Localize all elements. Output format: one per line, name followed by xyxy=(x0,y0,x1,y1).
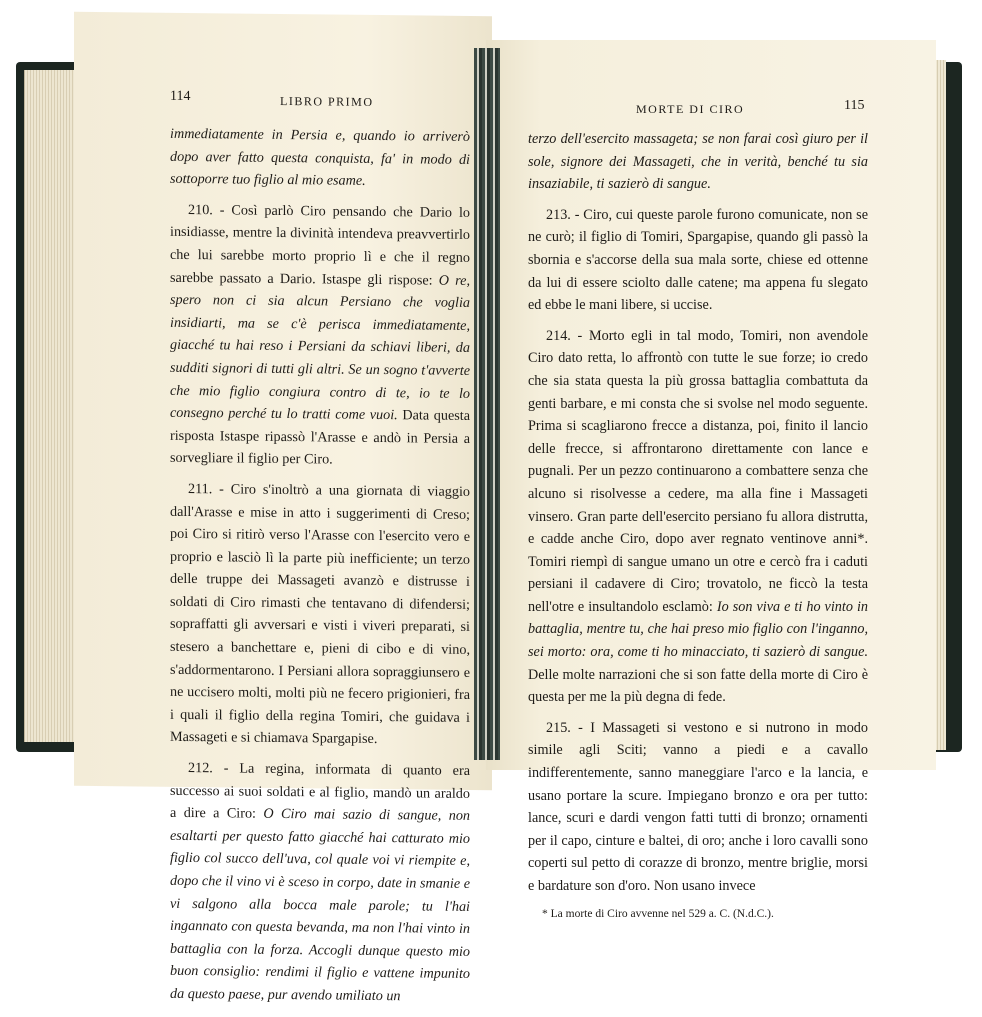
right-text-block xyxy=(528,128,868,930)
running-head-left: LIBRO PRIMO xyxy=(280,93,374,109)
right-paragraph-213: 213. - Ciro, cui queste parole furono comunicate, non se ne curò; il figlio di Tomiri, Spargapise, quando gli passò la sbornia e s'accorse della sua mala sorte, chiese ed ottenne da lui di essere sciolto dalle catene; ma appena fu slegato ed ebbe le mani libere, si uccise. xyxy=(528,206,868,314)
right-page xyxy=(486,40,936,920)
left-paragraph-211: 211. - Ciro s'inoltrò a una giornata di viaggio dall'Arasse e mise in atto i suggerimenti di Creso; poi Ciro si ritirò verso l'Arasse con l'esercito vero e proprio e lasciò lì la parte più inefficiente; un terzo delle truppe dei Massageti avanzò e distrusse i soldati di Ciro rimasti che tentavano di difendersi; sopraffatti gli avversari e visti i viveri preparati, si stesero a banchettare e, pieni di cibo e di vino, s'addormentarono. I Persiani allora sopraggiunsero e ne uccisero molti, molti più ne fecero prigionieri, fra i quali il figlio della regina Tomiri, che guidava i Massageti e si chiamava Spargapise. xyxy=(170,480,470,748)
book-spine xyxy=(474,48,500,760)
right-paragraph-0: terzo dell'esercito massageta; se non farai così giuro per il sole, signore dei Massageti, che in verità, benché tu sia insaziabile, ti sazierò di sangue. xyxy=(528,131,868,193)
left-paragraph-212: 212. - La regina, informata di quanto era successo ai suoi soldati e al figlio, mandò un araldo a dire a Ciro: O Ciro mai sazio di sangue, non esaltarti per questo fatto giacché hai catturato mio figlio col succo dell'uva, col quale voi vi riempite e, dopo che il vino vi è sceso in corpo, date in smanie e vi salgono alla bocca male parole; tu l'hai ingannato con questa bevanda, ma non l'hai vinto in battaglia con la forza. Accogli dunque questo mio buon consiglio: rendimi il figlio e vattene impunito da questo paese, pur avendo umiliato un xyxy=(170,760,471,1005)
page-number-left: 114 xyxy=(170,88,191,105)
right-paragraph-215: 215. - I Massageti si vestono e si nutrono in modo simile agli Sciti; vanno a piedi e a cavallo indifferentemente, sanno maneggiare l'arco e la lancia, e usano portare la scure. Impiegano bronzo e ora per tutto: lance, scuri e dardi vengon fatti tutti di bronzo; ornamenti per il capo, cinture e baltei, di oro; anche i loro cavalli sono coperti sul petto di corazze di bronzo, mentre briglie, morsi e bardature son d'oro. Non usano invece xyxy=(528,719,868,894)
running-head-right: MORTE DI CIRO xyxy=(636,102,745,116)
footnote: * La morte di Ciro avvenne nel 529 a. C. (N.d.C.). xyxy=(542,907,774,920)
left-paragraph-210: 210. - Così parlò Ciro pensando che Dario lo insidiasse, mentre la divinità intendeva preavvertirlo che lui sarebbe morto proprio lì e che il regno sarebbe passato a Dario. Istaspe gli rispose: O re, spero non ci sia alcun Persiano che voglia insidiarti, ma se c'è perisca immediatamente, giacché tu hai reso i Persiani da schiavi liberi, da sudditi signori di tutti gli altri. Se un sogno t'avverte che mio figlio congiura contro di te, io te lo consegno perché tu lo tratti come vuoi. Data questa risposta Istaspe ripassò l'Arasse e andò in Persia a sorvegliare il figlio per Ciro. xyxy=(170,201,471,468)
left-paragraph-0: immediatamente in Persia e, quando io arriverò dopo aver fatto questa conquista, fa' in modo di sottoporre tuo figlio al mio esame. xyxy=(170,125,470,190)
right-paragraph-214: 214. - Morto egli in tal modo, Tomiri, non avendole Ciro dato retta, lo affrontò con tutte le sue forze; io credo che sia stata questa la più grossa battaglia combattuta da genti barbare, e mi consta che si svolse nel modo seguente. Prima si scagliarono frecce a distanza, poi, finito il lancio delle frecce, si affrontarono direttamente con lance e pugnali. Per un pezzo continuarono a combattere senza che alcuno si risolvesse a cedere, ma alla fine i Massageti vinsero. Gran parte dell'esercito persiano fu allora distrutta, e cadde anche Ciro, dopo aver regnato ventinove anni*. Tomiri riempì di sangue umano un otre e cercò fra i caduti persiani il cadavere di Ciro; trovatolo, ne ficcò la testa nell'otre e insultandolo esclamò: Io son viva e ti ho vinto in battaglia, mentre tu, che hai preso mio figlio con l'inganno, sei morto: ora, come ti ho minacciato, ti sazierò di sangue. Delle molte narrazioni che si son fatte della morte di Ciro è questa per me la più degna di fede. xyxy=(528,327,868,706)
page-number-right: 115 xyxy=(844,98,865,113)
left-page-edges xyxy=(24,70,81,742)
left-page xyxy=(74,12,492,1005)
left-text-block xyxy=(170,123,470,1017)
